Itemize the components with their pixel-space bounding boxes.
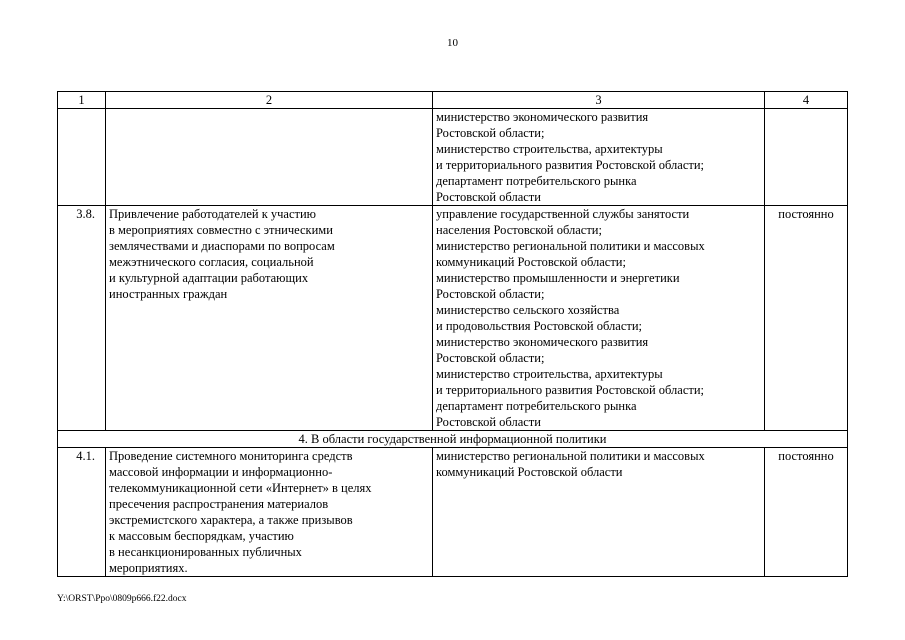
file-path-footer: Y:\ORST\Ppo\0809p666.f22.docx bbox=[57, 594, 187, 604]
column-header-1: 1 bbox=[58, 92, 106, 109]
table-row bbox=[58, 206, 848, 431]
measure-line: телекоммуникационной сети «Интернет» в целях bbox=[109, 481, 372, 495]
section-title: 4. В области государственной информационной политики bbox=[58, 431, 848, 448]
measure-line: пресечения распространения материалов bbox=[109, 497, 329, 511]
executor-line: Ростовской области; bbox=[436, 287, 545, 301]
executor-line: министерство строительства, архитектуры bbox=[436, 367, 663, 381]
measure-line: межэтнического согласия, социальной bbox=[109, 255, 314, 269]
executor-line: Ростовской области bbox=[436, 190, 541, 204]
table-row bbox=[58, 448, 848, 577]
measure-line: землячествами и диаспорами по вопросам bbox=[109, 239, 335, 253]
executor-line: департамент потребительского рынка bbox=[436, 174, 637, 188]
row-measure bbox=[106, 448, 433, 577]
executor-line: управление государственной службы занятости bbox=[436, 207, 690, 221]
row-term bbox=[765, 109, 848, 206]
measure-line: иностранных граждан bbox=[109, 287, 228, 301]
measure-line: экстремистского характера, а также призывов bbox=[109, 513, 353, 527]
column-header-4: 4 bbox=[765, 92, 848, 109]
executor-line: министерство экономического развития bbox=[436, 335, 649, 349]
executor-line: и территориального развития Ростовской области; bbox=[436, 383, 705, 397]
table-header-row bbox=[58, 92, 848, 109]
row-number: 4.1. bbox=[58, 448, 106, 577]
executor-line: и продовольствия Ростовской области; bbox=[436, 319, 643, 333]
page-number: 10 bbox=[447, 37, 458, 49]
measure-line: Привлечение работодателей к участию bbox=[109, 207, 317, 221]
executor-line: министерство промышленности и энергетики bbox=[436, 271, 680, 285]
row-measure bbox=[106, 206, 433, 431]
row-number bbox=[58, 109, 106, 206]
column-header-2: 2 bbox=[106, 92, 433, 109]
section-row bbox=[58, 431, 848, 448]
row-executors bbox=[433, 206, 765, 431]
executor-line: Ростовской области bbox=[436, 415, 541, 429]
row-term: постоянно bbox=[765, 448, 848, 577]
executor-line: министерство сельского хозяйства bbox=[436, 303, 620, 317]
executor-line: населения Ростовской области; bbox=[436, 223, 602, 237]
measure-line: и культурной адаптации работающих bbox=[109, 271, 309, 285]
measure-line: Проведение системного мониторинга средств bbox=[109, 449, 353, 463]
row-executors bbox=[433, 109, 765, 206]
executor-line: и территориального развития Ростовской области; bbox=[436, 158, 705, 172]
executor-line: Ростовской области; bbox=[436, 351, 545, 365]
executor-line: коммуникаций Ростовской области; bbox=[436, 255, 626, 269]
executor-line: министерство региональной политики и массовых bbox=[436, 449, 705, 463]
row-measure bbox=[106, 109, 433, 206]
measure-line: мероприятиях. bbox=[109, 561, 188, 575]
measure-line: массовой информации и информационно- bbox=[109, 465, 333, 479]
executor-line: коммуникаций Ростовской области bbox=[436, 465, 623, 479]
measure-line: в несанкционированных публичных bbox=[109, 545, 302, 559]
executor-line: департамент потребительского рынка bbox=[436, 399, 637, 413]
measure-line: в мероприятиях совместно с этническими bbox=[109, 223, 333, 237]
executor-line: министерство строительства, архитектуры bbox=[436, 142, 663, 156]
table-row bbox=[58, 109, 848, 206]
executor-line: министерство региональной политики и массовых bbox=[436, 239, 705, 253]
column-header-3: 3 bbox=[433, 92, 765, 109]
measure-line: к массовым беспорядкам, участию bbox=[109, 529, 294, 543]
measures-table bbox=[57, 91, 848, 577]
row-executors bbox=[433, 448, 765, 577]
row-term: постоянно bbox=[765, 206, 848, 431]
executor-line: Ростовской области; bbox=[436, 126, 545, 140]
row-number: 3.8. bbox=[58, 206, 106, 431]
executor-line: министерство экономического развития bbox=[436, 110, 649, 124]
